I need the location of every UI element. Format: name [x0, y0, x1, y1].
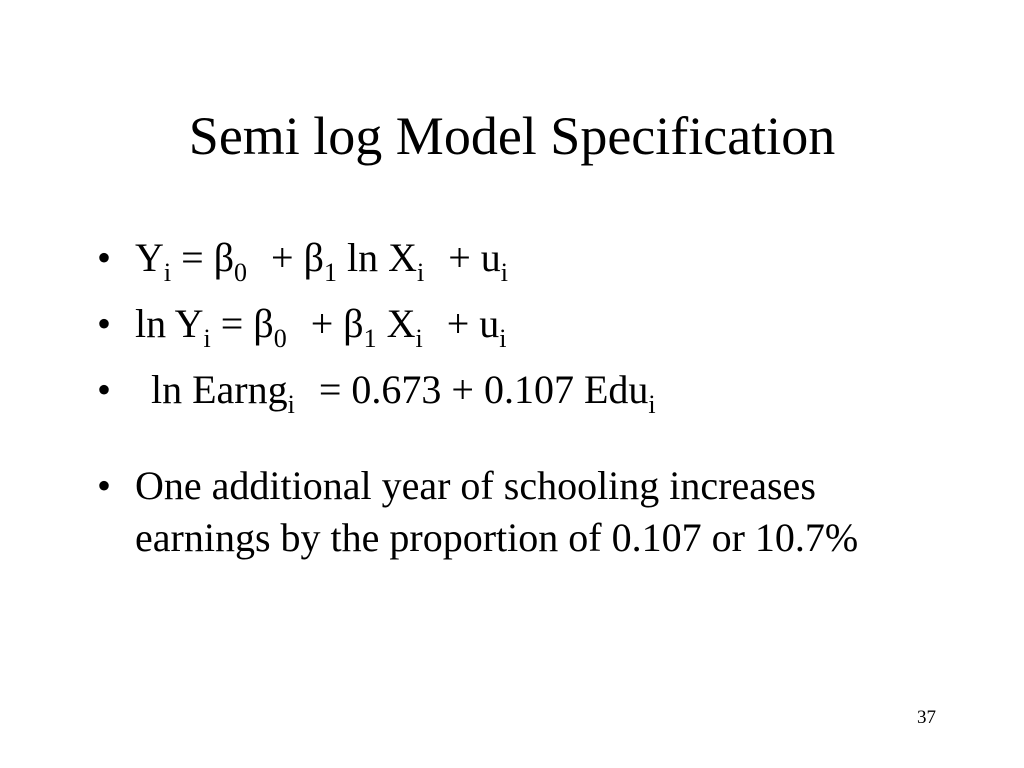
equation-rhs: = 0.673 + 0.107 Edu	[318, 367, 649, 412]
bullet-dot: •	[97, 463, 112, 508]
sub-i: i	[648, 390, 656, 419]
plus-sign: +	[446, 301, 470, 346]
bullet-dot: •	[97, 367, 112, 412]
sub-i: i	[416, 258, 425, 287]
beta-1: β	[343, 301, 364, 346]
plus-sign: +	[271, 235, 294, 280]
bullet-dot: •	[97, 301, 112, 346]
var-y: Y	[174, 301, 204, 346]
var-x: X	[388, 235, 417, 280]
ln-operator: ln	[346, 235, 379, 280]
equation-lhs: ln Earng	[151, 367, 288, 412]
bullet-estimated-equation	[0, 364, 1024, 419]
plus-sign: +	[310, 301, 334, 346]
sub-i: i	[499, 324, 507, 353]
sub-i: i	[203, 324, 211, 353]
interpretation-text: One additional year of schooling increases earnings by the proportion of 0.107 or 10.7%	[135, 463, 859, 560]
var-u: u	[480, 235, 501, 280]
bullet-formula-log-level	[0, 298, 1024, 353]
var-x: X	[386, 301, 416, 346]
beta-0: β	[253, 301, 274, 346]
sub-1: 1	[363, 324, 377, 353]
sub-0: 0	[273, 324, 287, 353]
sub-0: 0	[234, 258, 248, 287]
sub-i: i	[500, 258, 509, 287]
sub-i: i	[163, 258, 172, 287]
formula-log-level	[135, 301, 507, 353]
sub-i: i	[415, 324, 423, 353]
var-u: u	[479, 301, 500, 346]
equals-sign: =	[181, 235, 204, 280]
slide-title: Semi log Model Specification	[188, 106, 836, 166]
ln-operator: ln	[135, 301, 167, 346]
var-y: Y	[135, 235, 164, 280]
beta-0: β	[213, 235, 235, 280]
bullet-list	[0, 232, 1024, 578]
bullet-formula-level-log	[0, 232, 1024, 287]
sub-1: 1	[323, 258, 337, 287]
bullet-dot: •	[97, 235, 112, 280]
sub-i: i	[287, 390, 295, 419]
beta-1: β	[303, 235, 324, 280]
plus-sign: +	[448, 235, 471, 280]
page-number: 37	[917, 707, 936, 728]
estimated-equation	[135, 367, 656, 419]
formula-level-log	[135, 235, 509, 287]
equals-sign: =	[220, 301, 244, 346]
bullet-interpretation	[0, 460, 1024, 564]
